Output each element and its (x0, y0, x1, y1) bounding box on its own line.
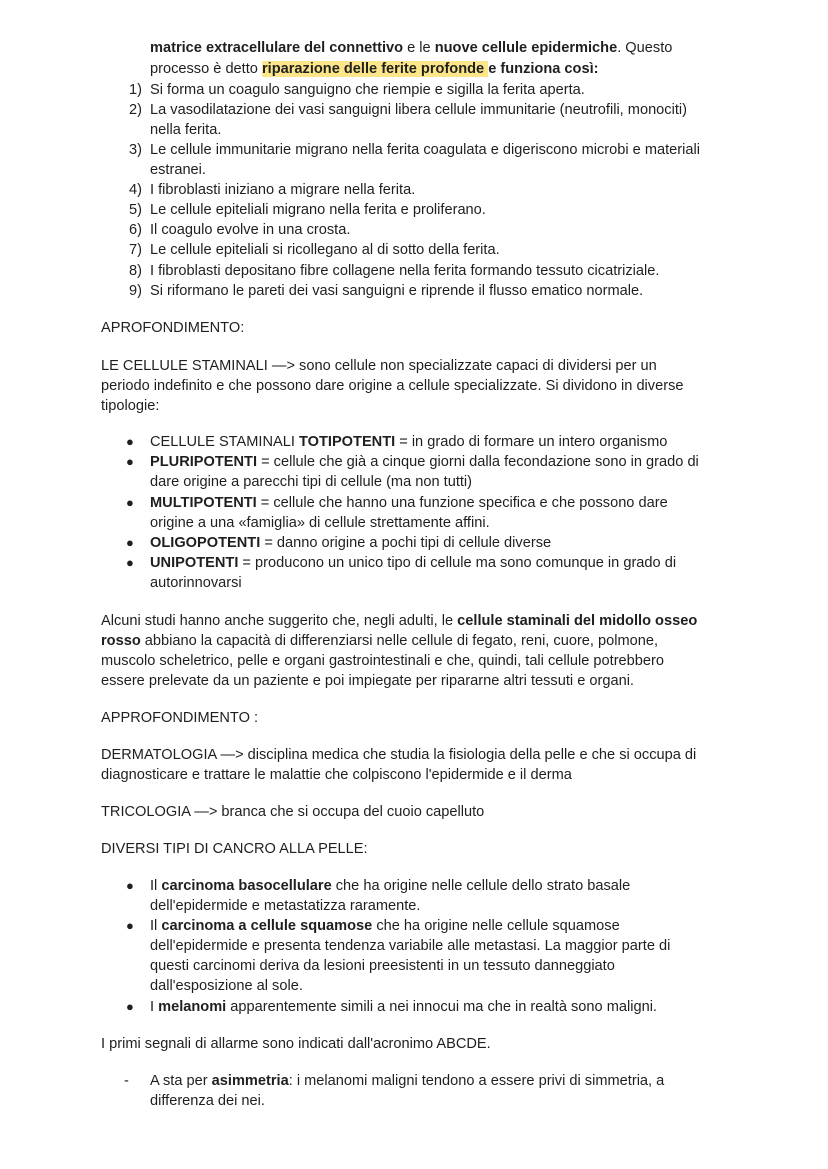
bullet-icon: ● (126, 535, 134, 550)
bullet-icon: ● (126, 878, 134, 893)
step-number: 9) (129, 283, 142, 299)
paragraph-line: DERMATOLOGIA —> disciplina medica che studia la fisiologia della pelle e che si occupa di (101, 747, 697, 763)
bold-term: TOTIPOTENTI (298, 434, 396, 450)
list-item-continuation: questi carcinomi deriva da lesioni preesistenti in un tessuto danneggiato (150, 958, 615, 974)
list-item-continuation: dell'epidermide e metastatizza raramente. (150, 898, 421, 914)
step-number: 6) (129, 222, 142, 238)
list-item-continuation: dare origine a parecchi tipi di cellule (ma non tutti) (150, 474, 473, 490)
section-heading: DIVERSI TIPI DI CANCRO ALLA PELLE: (101, 841, 368, 857)
text-span: che ha origine nelle cellule squamose (372, 918, 620, 934)
bold-term: asimmetria (211, 1073, 289, 1089)
bullet-icon: ● (126, 434, 134, 449)
dash-bullet: - (124, 1073, 129, 1089)
list-item (150, 432, 667, 452)
list-item (150, 876, 630, 896)
intro-line-1 (150, 38, 672, 58)
bullet-icon: ● (126, 999, 134, 1014)
text-span: = producono un unico tipo di cellule ma sono comunque in grado di (238, 555, 677, 571)
list-item-continuation: dall'esposizione al sole. (150, 978, 303, 994)
step-text: Si forma un coagulo sanguigno che riempie e sigilla la ferita aperta. (150, 82, 585, 98)
list-item-continuation: origine a una «famiglia» di cellule strettamente affini. (150, 515, 490, 531)
text-span: che ha origine nelle cellule dello strato basale (331, 878, 631, 894)
text-span: : i melanomi maligni tendono a essere privi di simmetria, a (288, 1073, 665, 1089)
bold-term: nuove cellule epidermiche (434, 40, 618, 56)
text-span: = cellule che hanno una funzione specifica e che possono dare (256, 495, 668, 511)
step-number: 7) (129, 242, 142, 258)
step-text: I fibroblasti iniziano a migrare nella ferita. (150, 182, 416, 198)
text-span: . Questo (617, 40, 673, 56)
step-text: Le cellule immunitarie migrano nella ferita coagulata e digeriscono microbi e materiali (150, 142, 700, 158)
step-number: 5) (129, 202, 142, 218)
text-span: apparentemente simili a nei innocui ma che in realtà sono maligni. (226, 999, 657, 1015)
step-number: 2) (129, 102, 142, 118)
paragraph-line: diagnosticare e trattare le malattie che colpiscono l'epidermide e il derma (101, 767, 572, 783)
text-span: e le (403, 40, 435, 56)
list-item (150, 916, 620, 936)
bullet-icon: ● (126, 918, 134, 933)
list-item-continuation: dell'epidermide e presenta tendenza variabile alle metastasi. La maggior parte di (150, 938, 671, 954)
step-text: estranei. (150, 162, 206, 178)
bold-term: rosso (101, 633, 141, 649)
step-text: nella ferita. (150, 122, 222, 138)
bold-term: carcinoma a cellule squamose (161, 918, 373, 934)
list-item (150, 493, 668, 513)
paragraph-line: I primi segnali di allarme sono indicati dall'acronimo ABCDE. (101, 1036, 491, 1052)
bold-term: UNIPOTENTI (150, 555, 239, 571)
text-span: = danno origine a pochi tipi di cellule diverse (260, 535, 552, 551)
text-span: A sta per (150, 1073, 212, 1089)
bold-term: melanomi (158, 999, 227, 1015)
text-span: abbiano la capacità di differenziarsi nelle cellule di fegato, reni, cuore, polmone, (140, 633, 659, 649)
list-item (150, 553, 676, 573)
bold-term: MULTIPOTENTI (150, 495, 257, 511)
paragraph-line: essere prelevate da un paziente e poi impiegate per ripararne altri tessuti e organi. (101, 673, 634, 689)
text-span: processo è detto (150, 61, 262, 77)
paragraph-line: periodo indefinito e che possono dare origine a cellule specializzate. Si dividono in diverse (101, 378, 684, 394)
bold-term: PLURIPOTENTI (150, 454, 258, 470)
step-text: Le cellule epiteliali migrano nella ferita e proliferano. (150, 202, 486, 218)
bold-term: cellule staminali del midollo osseo (457, 613, 698, 629)
text-span: Alcuni studi hanno anche suggerito che, negli adulti, le (101, 613, 458, 629)
step-number: 1) (129, 82, 142, 98)
paragraph-line: TRICOLOGIA —> branca che si occupa del cuoio capelluto (101, 804, 485, 820)
list-item (150, 1071, 664, 1091)
bullet-icon: ● (126, 555, 134, 570)
step-text: Il coagulo evolve in una crosta. (150, 222, 351, 238)
list-item-continuation: differenza dei nei. (150, 1093, 265, 1109)
text-span: Il (150, 878, 162, 894)
step-number: 3) (129, 142, 142, 158)
text-span: I (150, 999, 159, 1015)
step-number: 4) (129, 182, 142, 198)
list-item (150, 533, 551, 553)
text-span: = in grado di formare un intero organismo (395, 434, 668, 450)
section-heading: APROFONDIMENTO: (101, 320, 245, 336)
bold-term: e funziona così: (488, 61, 599, 77)
highlighted-term: riparazione delle ferite profonde (261, 61, 489, 77)
paragraph-line: LE CELLULE STAMINALI —> sono cellule non specializzate capaci di dividersi per un (101, 358, 657, 374)
list-item-continuation: autorinnovarsi (150, 575, 242, 591)
paragraph-line: muscolo scheletrico, pelle e organi gastrointestinali e che, quindi, tali cellule potrebbero (101, 653, 664, 669)
step-number: 8) (129, 263, 142, 279)
step-text: I fibroblasti depositano fibre collagene nella ferita formando tessuto cicatriziale. (150, 263, 660, 279)
list-item (150, 997, 657, 1017)
paragraph-line (101, 631, 658, 651)
step-text: Si riformano le pareti dei vasi sanguigni e riprende il flusso ematico normale. (150, 283, 644, 299)
step-text: Le cellule epiteliali si ricollegano al di sotto della ferita. (150, 242, 500, 258)
paragraph-line (101, 611, 697, 631)
bullet-icon: ● (126, 454, 134, 469)
text-span: = cellule che già a cinque giorni dalla fecondazione sono in grado di (257, 454, 699, 470)
bold-term: matrice extracellulare del connettivo (150, 40, 404, 56)
text-span: CELLULE STAMINALI (150, 434, 299, 450)
list-item (150, 452, 699, 472)
bullet-icon: ● (126, 495, 134, 510)
paragraph-line: tipologie: (101, 398, 160, 414)
intro-line-2 (150, 59, 599, 79)
bold-term: carcinoma basocellulare (161, 878, 332, 894)
step-text: La vasodilatazione dei vasi sanguigni libera cellule immunitarie (neutrofili, monociti) (150, 102, 687, 118)
text-span: Il (150, 918, 162, 934)
bold-term: OLIGOPOTENTI (150, 535, 261, 551)
section-heading: APPROFONDIMENTO : (101, 710, 259, 726)
